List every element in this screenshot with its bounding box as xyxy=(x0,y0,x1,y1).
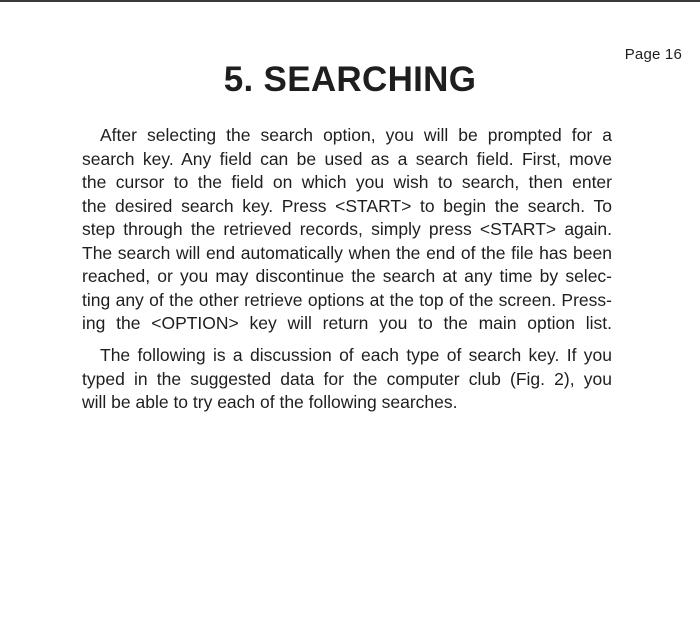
top-rule xyxy=(0,0,700,2)
section-title: 5. SEARCHING xyxy=(223,60,477,99)
paragraph-line: After selecting the search option, you will be prompted for a xyxy=(100,125,612,145)
paragraph-line: the desired search key. Press <START> to begin the search. To xyxy=(82,195,612,216)
paragraph-line: ting any of the other retrieve options at the top of the screen. Press- xyxy=(82,289,612,310)
paragraph-line: step through the retrieved records, simply press <START> again. xyxy=(82,219,612,239)
paragraph-line: The following is a discussion of each type of search key. If you xyxy=(100,345,612,365)
paragraph-line: typed in the suggested data for the computer club (Fig. 2), you xyxy=(82,368,612,389)
page-number: Page 16 xyxy=(624,46,682,63)
paragraph-line: ing the <OPTION> key will return you to the main option list. xyxy=(82,313,612,333)
paragraph-line: search key. Any field can be used as a search field. First, move xyxy=(82,148,612,169)
paragraph-1 xyxy=(82,124,612,336)
paragraph-line: The search will end automatically when the end of the file has been xyxy=(82,242,612,263)
paragraph-line: reached, or you may discontinue the search at any time by selec- xyxy=(82,266,612,286)
paragraph-line: will be able to try each of the following searches. xyxy=(82,392,458,412)
paragraph-line: the cursor to the field on which you wish to search, then enter xyxy=(82,172,612,192)
paragraph-2 xyxy=(82,344,612,415)
